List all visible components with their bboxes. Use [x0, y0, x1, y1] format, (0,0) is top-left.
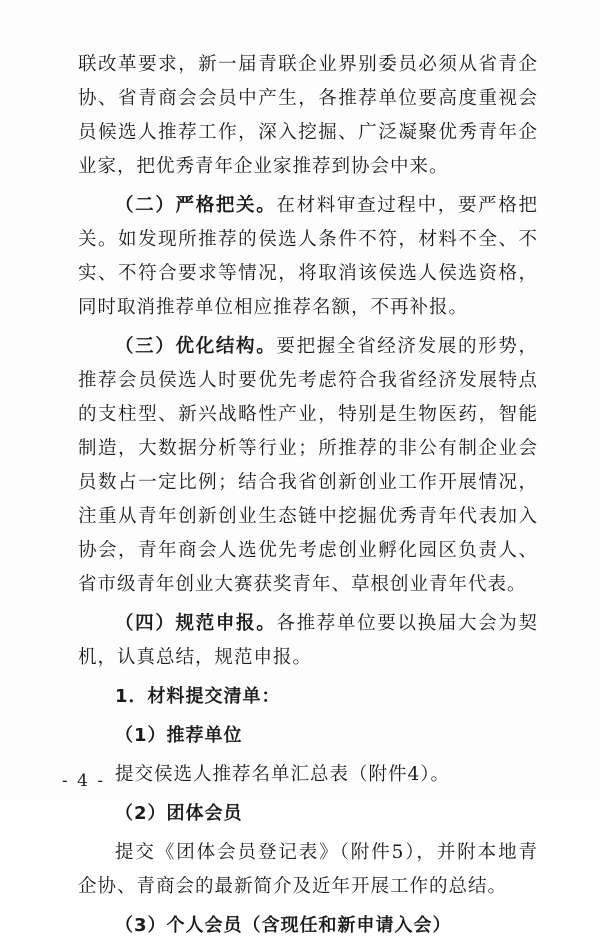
section-optimize-structure	[78, 330, 538, 602]
section-lead: （三）优化结构。	[115, 336, 277, 357]
section-text: 在材料审查过程中，要严格把关。如发现所推荐的侯选人条件不符，材料不全、不实、不符合要求等情况，将取消该侯选人侯选资格，同时取消推荐单位相应推荐名额，不再补报。	[78, 195, 538, 318]
section-lead: （四）规范申报。	[115, 613, 277, 634]
section-lead: （二）严格把关。	[115, 195, 277, 216]
materials-list-title: 1．材料提交清单：	[115, 686, 281, 707]
section-text: 各推荐单位要以换届大会为契机，认真总结，规范申报。	[78, 613, 538, 668]
item-heading-individual-member: （3）个人会员（含现任和新申请入会）	[115, 915, 452, 936]
item-text-group-member: 提交《团体会员登记表》（附件5），并附本地青企协、青商会的最新简介及近年开展工作的总结。	[78, 842, 538, 897]
section-standard-submission	[78, 607, 538, 675]
item-heading-group-member: （2）团体会员	[115, 803, 243, 824]
section-text: 要把握全省经济发展的形势，推荐会员侯选人时要优先考虑符合我省经济发展特点的支柱型、新兴战略性产业，特别是生物医药，智能制造，大数据分析等行业；所推荐的非公有制企业会员数占一定比例；结合我省创新创业工作开展情况，注重从青年创新创业生态链中挖掘优秀青年代表加入协会，青年商会人选优先考虑创业孵化园区负责人、省市级青年创业大赛获奖青年、草根创业青年代表。	[78, 336, 538, 595]
document-body	[78, 48, 538, 948]
item-text-recommending-unit: 提交侯选人推荐名单汇总表（附件4）。	[115, 764, 451, 785]
section-strict-review	[78, 189, 538, 325]
item-heading-recommending-unit: （1）推荐单位	[115, 725, 243, 746]
page-number: - 4 -	[62, 771, 106, 791]
intro-paragraph: 联改革要求，新一届青联企业界别委员必须从省青企协、省青商会会员中产生，各推荐单位要高度重视会员候选人推荐工作，深入挖掘、广泛凝聚优秀青年企业家，把优秀青年企业家推荐到协会中来。	[78, 54, 538, 177]
